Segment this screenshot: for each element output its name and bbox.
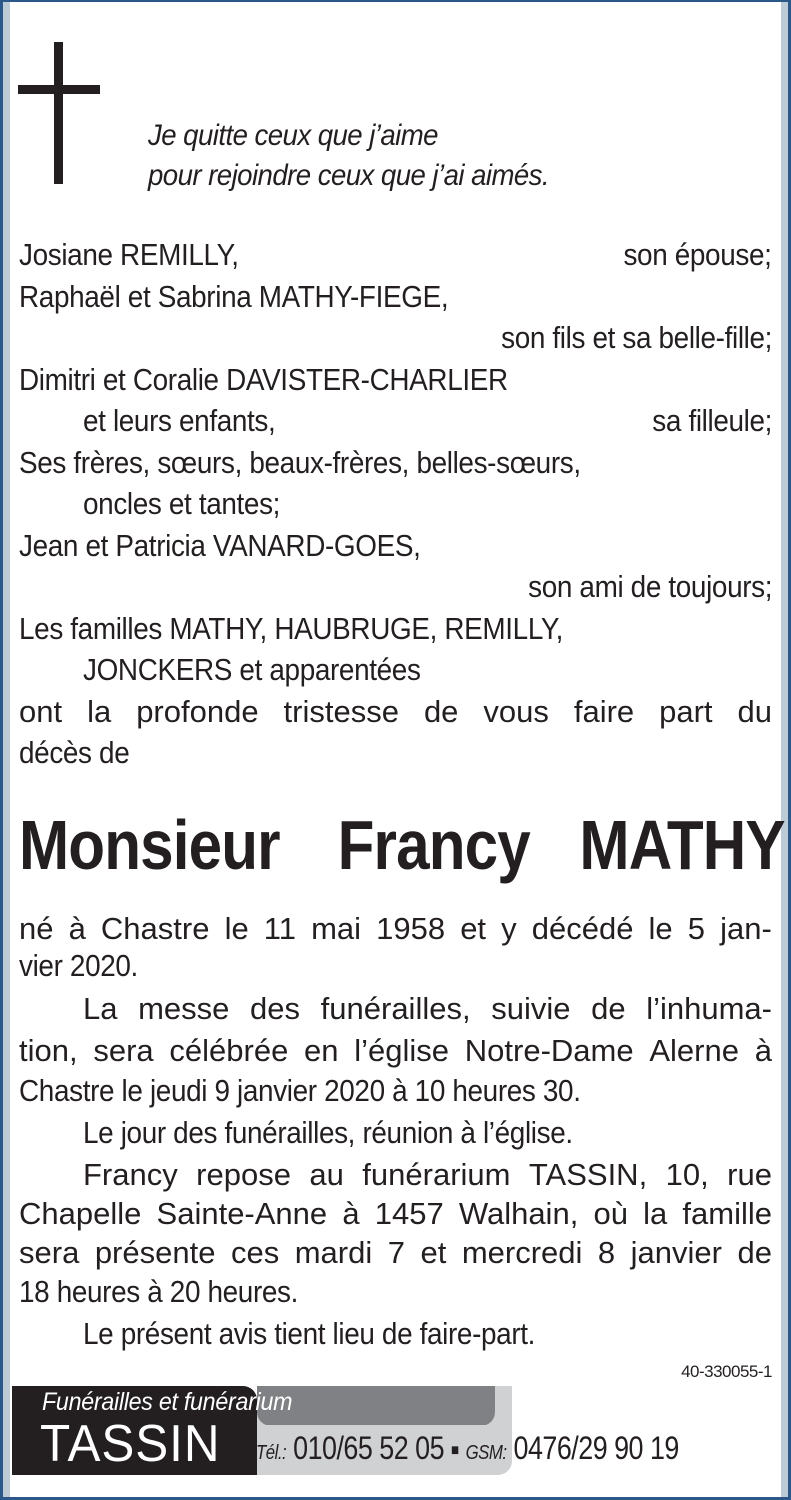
word: au xyxy=(309,1157,344,1192)
gsm-number: 0476/29 90 19 xyxy=(513,1430,679,1466)
word: la xyxy=(643,1196,668,1231)
word: en xyxy=(304,1033,339,1068)
word: Chastre xyxy=(100,911,210,946)
cross-vertical-bar xyxy=(54,42,63,184)
word: la xyxy=(87,694,112,729)
word: mercredi xyxy=(461,1235,583,1270)
word: ces xyxy=(230,1235,280,1270)
tel-label: Tél.: xyxy=(256,1442,287,1464)
word: l’inhuma- xyxy=(646,991,772,1026)
word: y xyxy=(501,911,517,946)
deceased-last-name: MATHY xyxy=(579,806,785,884)
word: Chapelle xyxy=(19,1196,142,1231)
word: à xyxy=(342,1196,360,1231)
word: Notre-Dame xyxy=(464,1033,634,1068)
mourner-relation: son ami de toujours; xyxy=(527,569,772,604)
word: 8 xyxy=(597,1235,616,1270)
deceased-first-name: Francy xyxy=(337,806,531,884)
birth-line-2: vier 2020. xyxy=(19,948,138,983)
word: jan- xyxy=(720,911,772,946)
word: part xyxy=(659,694,713,729)
deceased-name xyxy=(19,805,785,885)
logo-subtitle: Funérailles et funérarium xyxy=(42,1388,293,1416)
word: profonde xyxy=(136,694,259,729)
word: de xyxy=(591,991,626,1026)
word: funérarium xyxy=(362,1157,511,1192)
word: l’église xyxy=(354,1033,450,1068)
word: décédé xyxy=(531,911,634,946)
announcement-line-1 xyxy=(19,691,772,732)
reference-number: 40-330055-1 xyxy=(681,1362,772,1381)
word: à xyxy=(68,911,86,946)
deceased-title: Monsieur xyxy=(19,806,280,884)
meeting-line: Le jour des funérailles, réunion à l’église. xyxy=(83,1115,573,1150)
word: repose xyxy=(196,1157,291,1192)
word: à xyxy=(754,1033,772,1068)
word: faire xyxy=(573,694,635,729)
mourner-name-continued: oncles et tantes; xyxy=(83,486,281,521)
word: 1457 xyxy=(374,1196,444,1231)
motto-line-1: Je quitte ceux que j’aime xyxy=(148,119,438,152)
word: vous xyxy=(483,694,549,729)
word: des xyxy=(250,991,301,1026)
cross-horizontal-bar xyxy=(18,85,100,94)
word: et xyxy=(420,1235,447,1270)
mourner-relation: son fils et sa belle-fille; xyxy=(501,320,772,355)
word: famille xyxy=(682,1196,772,1231)
word: Sainte-Anne xyxy=(156,1196,328,1231)
word: le xyxy=(224,911,249,946)
logo-phone-line xyxy=(256,1430,679,1467)
separator-square-icon: ■ xyxy=(451,1442,459,1459)
mourner-name: Les familles MATHY, HAUBRUGE, REMILLY, xyxy=(19,611,563,646)
word: de xyxy=(423,694,459,729)
mourner-name: Raphaël et Sabrina MATHY-FIEGE, xyxy=(19,279,449,314)
repose-line-2 xyxy=(19,1193,772,1234)
logo-gray-band xyxy=(257,1386,495,1426)
word: janvier xyxy=(630,1235,722,1270)
notice-line: Le présent avis tient lieu de faire-part. xyxy=(83,1316,536,1351)
word: 5 xyxy=(687,911,706,946)
word: Francy xyxy=(83,1157,178,1192)
word: ont xyxy=(19,694,63,729)
word: Walhain, xyxy=(458,1196,579,1231)
mourner-name: Dimitri et Coralie DAVISTER-CHARLIER xyxy=(19,362,508,397)
word: TASSIN, xyxy=(528,1157,648,1192)
word: sera xyxy=(93,1033,154,1068)
word: tristesse xyxy=(283,694,399,729)
mourner-name-continued: et leurs enfants, xyxy=(83,403,276,438)
tel-number: 010/65 52 05 xyxy=(293,1430,445,1466)
word: 7 xyxy=(387,1235,405,1270)
word: Alerne xyxy=(649,1033,739,1068)
word: rue xyxy=(727,1157,772,1192)
mourner-name: Josiane REMILLY, xyxy=(19,237,239,272)
word: célébrée xyxy=(169,1033,289,1068)
word: où xyxy=(593,1196,628,1231)
word: mai xyxy=(311,911,362,946)
repose-line-3 xyxy=(19,1232,772,1273)
mourner-name: Jean et Patricia VANARD-GOES, xyxy=(19,528,421,563)
word: du xyxy=(737,694,772,729)
repose-line-4: 18 heures à 20 heures. xyxy=(19,1274,299,1309)
right-border-strip xyxy=(781,2,788,1497)
mass-line-1 xyxy=(83,988,772,1029)
word: le xyxy=(648,911,673,946)
mass-line-2 xyxy=(19,1030,772,1071)
word: 10, xyxy=(665,1157,709,1192)
word: suivie xyxy=(491,991,571,1026)
logo-name: TASSIN xyxy=(40,1415,221,1473)
word: et xyxy=(460,911,487,946)
word: né xyxy=(19,911,54,946)
mourner-name-continued: JONCKERS et apparentées xyxy=(83,652,421,687)
mourner-relation: sa filleule; xyxy=(652,403,772,438)
logo-city: WALHAIN xyxy=(629,1390,750,1418)
mourner-name: Ses frères, sœurs, beaux-frères, belles-sœurs, xyxy=(19,445,581,480)
word: La xyxy=(83,991,118,1026)
word: 1958 xyxy=(376,911,446,946)
word: présente xyxy=(94,1235,216,1270)
gsm-label: GSM: xyxy=(465,1442,507,1464)
birth-line-1 xyxy=(19,908,772,949)
word: mardi xyxy=(294,1235,373,1270)
left-border-strip xyxy=(3,2,10,1497)
mass-line-3: Chastre le jeudi 9 janvier 2020 à 10 heures 30. xyxy=(19,1073,581,1108)
word: de xyxy=(737,1235,772,1270)
motto-line-2: pour rejoindre ceux que j’ai aimés. xyxy=(148,159,550,192)
announcement-line-2: décès de xyxy=(19,735,130,770)
word: funérailles, xyxy=(320,991,471,1026)
word: tion, xyxy=(19,1033,78,1068)
word: sera xyxy=(19,1235,80,1270)
word: 11 xyxy=(263,911,296,946)
mourner-relation: son épouse; xyxy=(623,237,772,272)
word: messe xyxy=(138,991,230,1026)
motto xyxy=(148,116,549,196)
repose-line-1 xyxy=(83,1154,772,1195)
